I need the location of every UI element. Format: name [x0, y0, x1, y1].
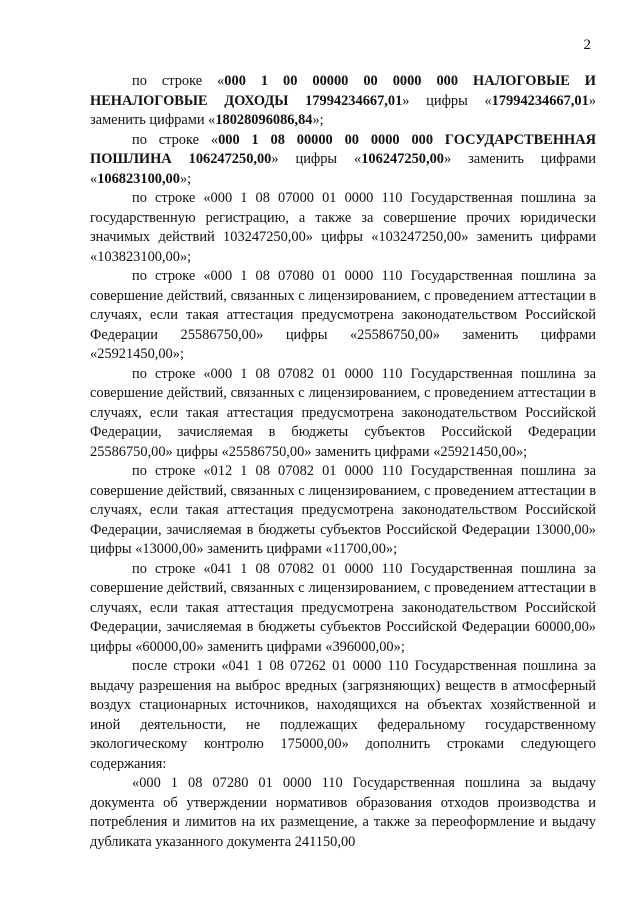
document-body [90, 72, 596, 852]
text-run: » заменить цифрами « [90, 92, 596, 128]
amendment-paragraph [90, 657, 596, 774]
amendment-paragraph [90, 189, 596, 267]
amendment-paragraph [90, 560, 596, 658]
bold-text-run: 000 1 00 00000 00 0000 000 НАЛОГОВЫЕ И НЕНАЛОГОВЫЕ ДОХОДЫ 17994234667,01 [90, 73, 596, 109]
amendment-paragraph [90, 462, 596, 560]
text-run: по строке «012 1 08 07082 01 0000 110 Государственная пошлина за совершение действий, связанных с лицензированием, с проведением аттестации в случаях, если такая аттестация предусмотрена законодательством Российской Федерации, зачисляемая в бюджеты субъектов Российской Федерации 13000,00» цифры «13000,00» заменить цифрами «11700,00»; [90, 463, 596, 557]
amendment-paragraph [90, 774, 596, 852]
bold-text-run: 18028096086,84 [215, 112, 313, 128]
text-run: »; [312, 112, 324, 128]
text-run: по строке «000 1 08 07000 01 0000 110 Государственная пошлина за государственную регистрацию, а также за совершение прочих юридически значимых действий 103247250,00» цифры «103247250,00» заменить цифрами «103823100,00»; [90, 190, 596, 265]
text-run: «000 1 08 07280 01 0000 110 Государственная пошлина за выдачу документа об утверждении нормативов образования отходов производства и потребления и лимитов на их размещение, а также за переоформление и выдачу дубликата указанного документа 241150,00 [90, 775, 596, 850]
bold-text-run: 106823100,00 [97, 170, 180, 187]
text-run: по строке «041 1 08 07082 01 0000 110 Государственная пошлина за совершение действий, связанных с лицензированием, с проведением аттестации в случаях, если такая аттестация предусмотрена законодательством Российской Федерации, зачисляемая в бюджеты субъектов Российской Федерации 60000,00» цифры «60000,00» заменить цифрами «396000,00»; [90, 560, 596, 655]
page-number: 2 [583, 37, 591, 53]
amendment-paragraph [90, 131, 596, 190]
amendment-paragraph [90, 267, 596, 365]
text-run: » заменить цифрами « [90, 151, 596, 187]
bold-text-run: 000 1 08 00000 00 0000 000 ГОСУДАРСТВЕННАЯ ПОШЛИНА 106247250,00 [90, 131, 596, 167]
bold-text-run: 106247250,00 [361, 151, 444, 167]
text-run: по строке «000 1 08 07082 01 0000 110 Государственная пошлина за совершение действий, связанных с лицензированием, с проведением аттестации в случаях, если такая аттестация предусмотрена законодательством Российской Федерации, зачисляемая в бюджеты субъектов Российской Федерации 25586750,00» цифры «25586750,00» заменить цифрами «25921450,00»; [90, 365, 596, 460]
text-run: по строке «000 1 08 07080 01 0000 110 Государственная пошлина за совершение действий, связанных с лицензированием, с проведением аттестации в случаях, если такая аттестация предусмотрена законодательством Российской Федерации 25586750,00» цифры «25586750,00» заменить цифрами «25921450,00»; [90, 268, 596, 362]
text-run: по строке « [132, 131, 219, 148]
text-run: » цифры « [402, 92, 492, 109]
text-run: по строке « [132, 73, 225, 89]
amendment-paragraph [90, 72, 596, 131]
text-run: »; [179, 170, 192, 187]
amendment-paragraph [90, 365, 596, 463]
text-run: после строки «041 1 08 07262 01 0000 110 Государственная пошлина за выдачу разрешения на выброс вредных (загрязняющих) веществ в атмосферный воздух стационарных источников, находящихся на объектах хозяйственной и иной деятельности, не подлежащих федеральному государственному экологическому контролю 175000,00» дополнить строками следующего содержания: [90, 658, 596, 772]
bold-text-run: 17994234667,01 [491, 92, 589, 109]
text-run: » цифры « [271, 151, 362, 167]
